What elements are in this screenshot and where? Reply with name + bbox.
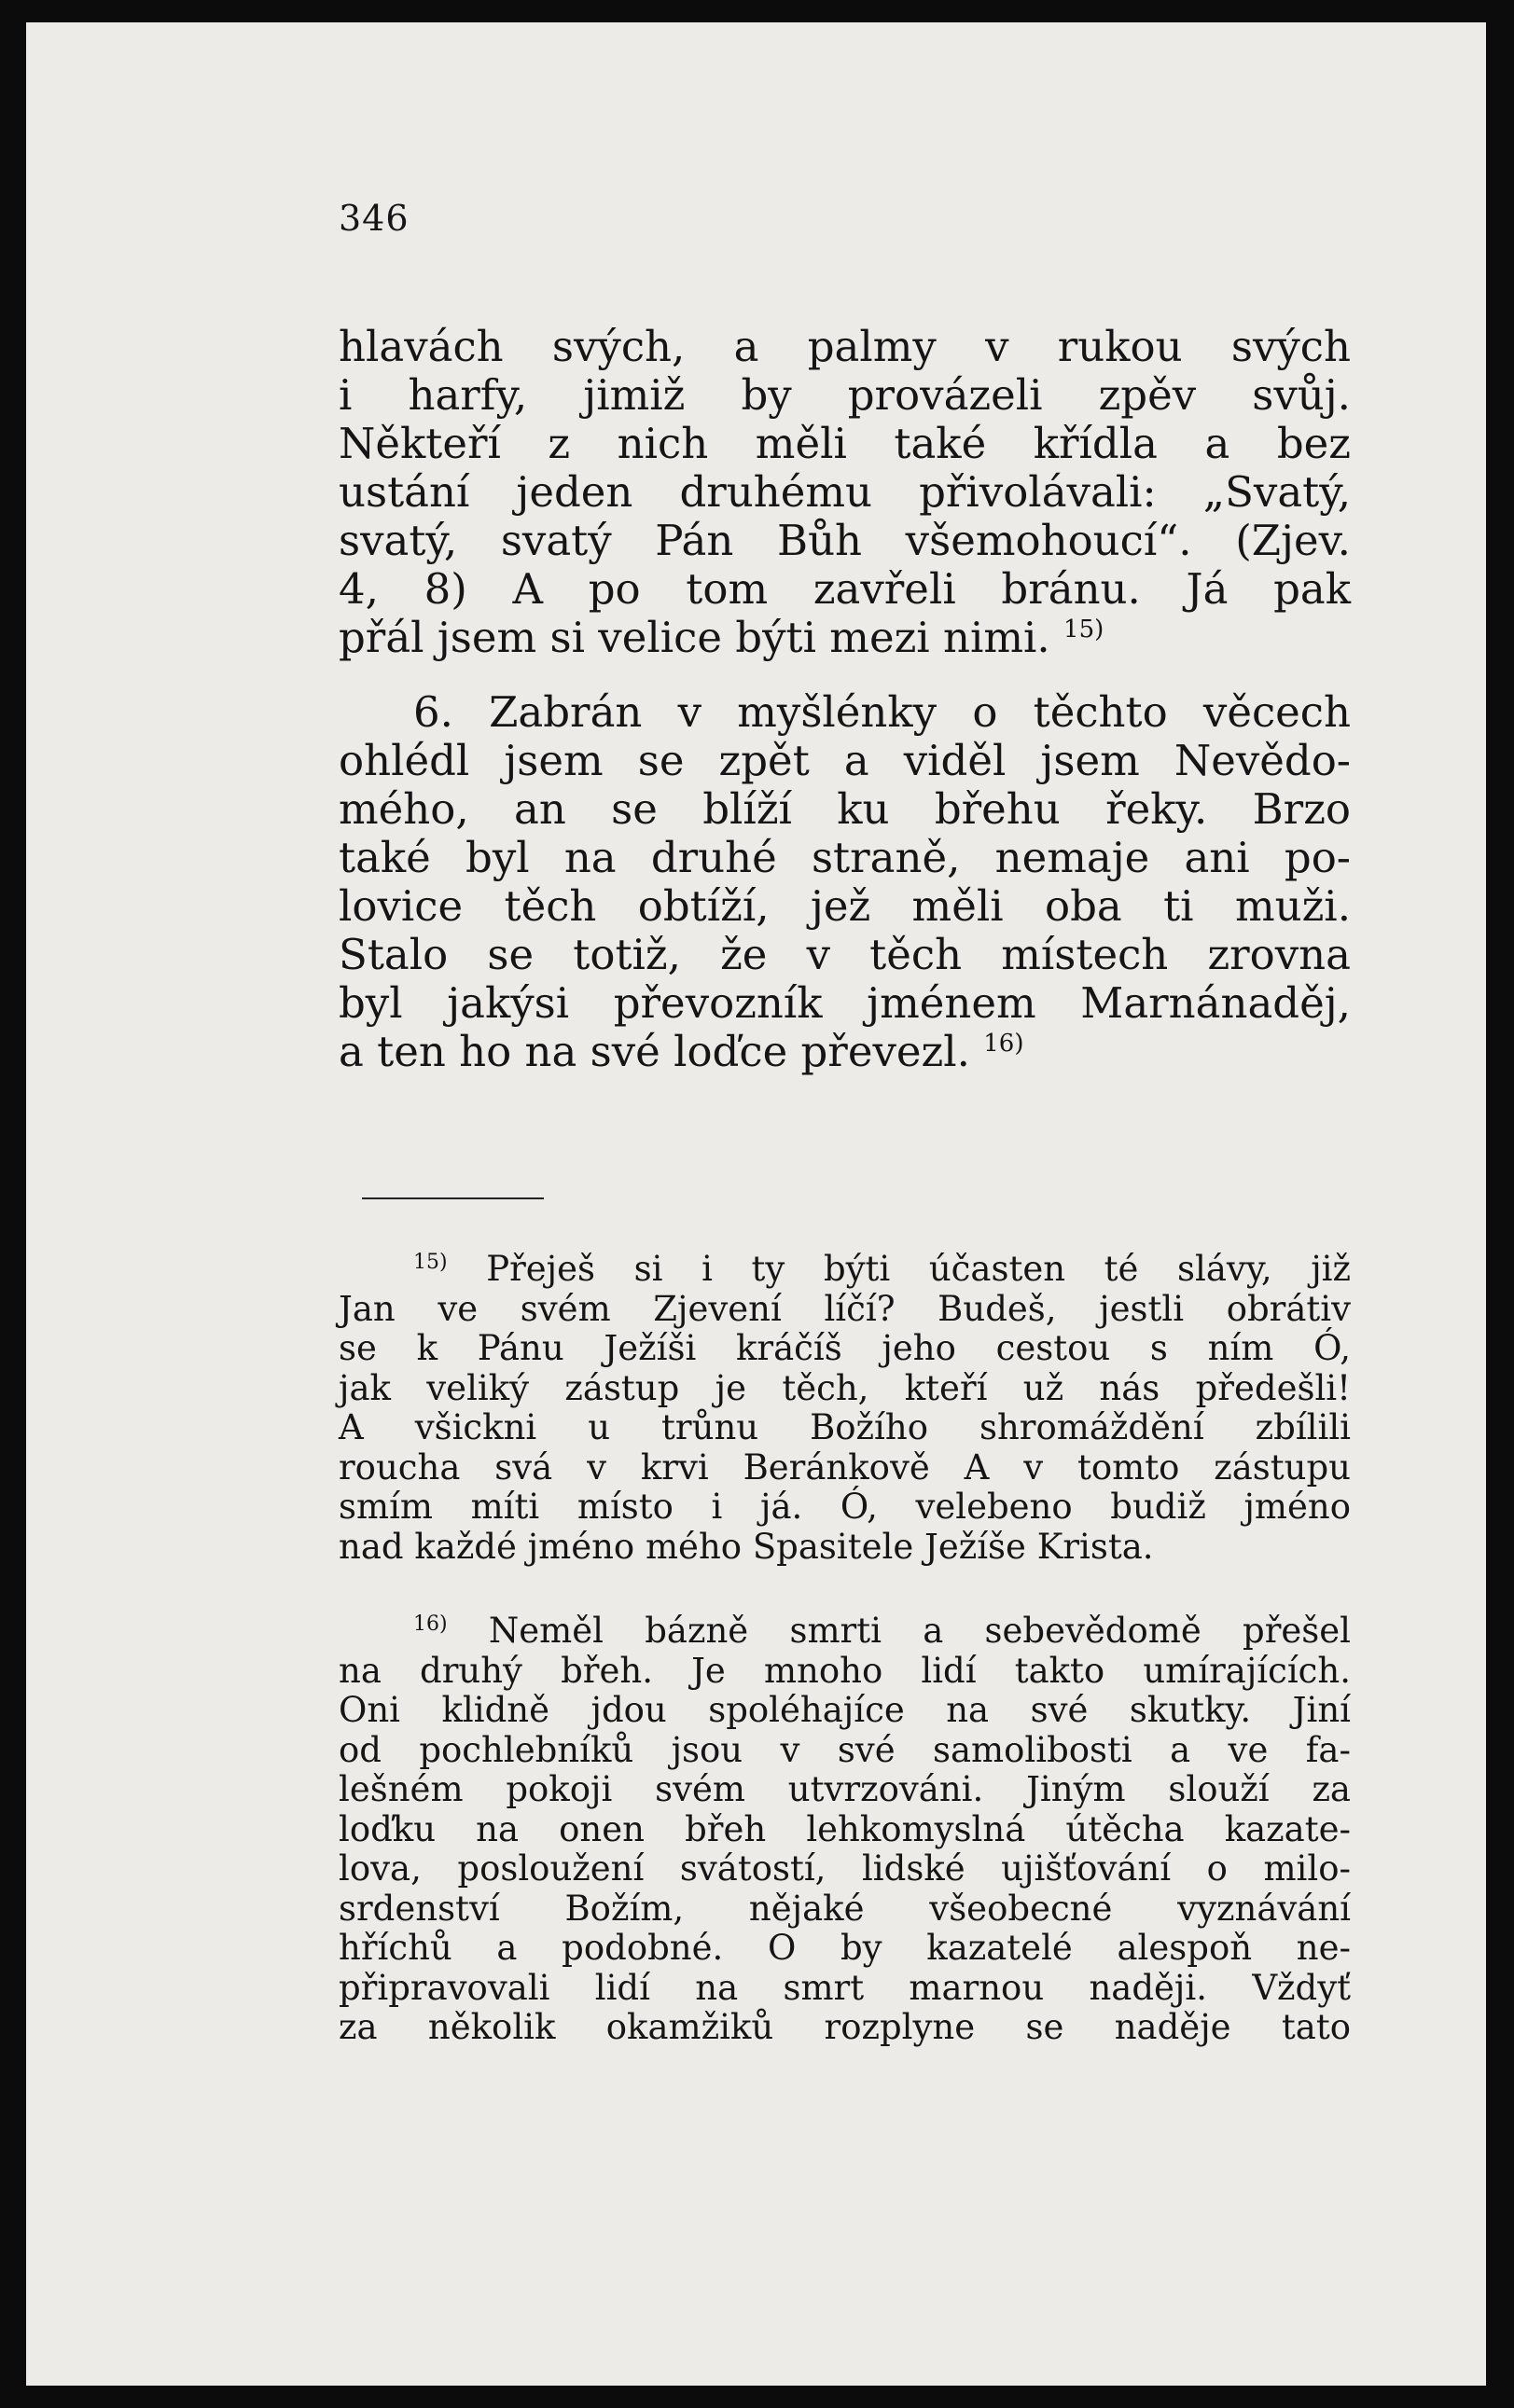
text-line-last (339, 1028, 1351, 1076)
page-number: 346 (339, 198, 410, 239)
paragraph-gap (339, 662, 1351, 688)
footnote-line: A všickni u trůnu Božího shromáždění zbílili (339, 1407, 1351, 1447)
footnotes (339, 1250, 1351, 2048)
text-line: byl jakýsi převozník jménem Marnánaděj, (339, 978, 1351, 1028)
text-line: Stalo se totiž, že v těch místech zrovna (339, 930, 1351, 979)
footnote-line-content: Neměl bázně smrti a sebevědomě přešel (488, 1611, 1351, 1651)
text-line-content: přál jsem si velice býti mezi nimi. (339, 613, 1050, 662)
text-line: lovice těch obtíží, jež měli oba ti muži. (339, 881, 1351, 931)
footnote-line (339, 1250, 1351, 1290)
footnote-reference: 15) (1063, 616, 1104, 644)
footnote-reference: 16) (983, 1030, 1024, 1058)
main-text (339, 323, 1351, 1076)
text-line: mého, an se blíží ku břehu řeky. Brzo (339, 784, 1351, 834)
footnote-line: lova, posloužení svátostí, lidské ujišťování o milo- (339, 1848, 1351, 1889)
footnote-line: se k Pánu Ježíši kráčíš jeho cestou s ním Ó, (339, 1328, 1351, 1368)
text-line: hlavách svých, a palmy v rukou svých (339, 322, 1351, 371)
text-line: 6. Zabrán v myšlénky o těchto věcech (413, 687, 1351, 737)
footnote-line: připravovali lidí na smrt marnou naději. Vždyť (339, 1967, 1351, 2008)
footnote-gap (339, 1567, 1351, 1612)
footnote-line: Oni klidně jdou spoléhajíce na své skutky. Jiní (339, 1690, 1351, 1730)
text-line: ohlédl jsem se zpět a viděl jsem Nevědo- (339, 736, 1351, 785)
footnote-line-content: Přeješ si i ty býti účasten té slávy, již (486, 1249, 1351, 1289)
footnote-line: za několik okamžiků rozplyne se naděje tato (339, 2007, 1351, 2047)
text-line: 4, 8) A po tom zavřeli bránu. Já pak (339, 564, 1351, 614)
footnote-line: smím míti místo i já. Ó, velebeno budiž jméno (339, 1487, 1351, 1527)
paragraph-1 (339, 323, 1351, 662)
footnote-15 (339, 1250, 1351, 1567)
footnote-line: lešném pokoji svém utvrzováni. Jiným slouží za (339, 1769, 1351, 1809)
footnote-line: loďku na onen břeh lehkomyslná útěcha kazate- (339, 1808, 1351, 1849)
paragraph-2 (339, 688, 1351, 1076)
footnote-line: srdenství Božím, nějaké všeobecné vyznávání (339, 1888, 1351, 1929)
footnote-marker: 16) (413, 1612, 448, 1636)
text-line: také byl na druhé straně, nemaje ani po- (339, 833, 1351, 882)
book-page (26, 22, 1486, 2386)
footnote-line (339, 1612, 1351, 1652)
footnote-line: nad každé jméno mého Spasitele Ježíše Krista. (339, 1526, 1154, 1567)
footnote-line: roucha svá v krvi Beránkově A v tomto zástupu (339, 1446, 1351, 1488)
text-line: ustání jeden druhému přivolávali: „Svatý, (339, 467, 1351, 517)
footnote-line: hříchů a podobné. O by kazatelé alespoň ne- (339, 1928, 1351, 1968)
footnote-marker: 15) (413, 1251, 448, 1274)
footnote-line: na druhý břeh. Je mnoho lidí takto umírajících. (339, 1650, 1351, 1691)
text-line: Někteří z nich měli také křídla a bez (339, 419, 1351, 468)
footnote-separator (362, 1197, 544, 1199)
text-line-last (339, 614, 1351, 662)
text-line: svatý, svatý Pán Bůh všemohoucí“. (Zjev. (339, 516, 1351, 565)
footnote-16 (339, 1612, 1351, 2048)
footnote-line: od pochlebníků jsou v své samolibosti a ve fa- (339, 1729, 1351, 1770)
text-line: i harfy, jimiž by provázeli zpěv svůj. (339, 370, 1351, 420)
footnote-line: Jan ve svém Zjevení líčí? Budeš, jestli obrátiv (339, 1288, 1351, 1329)
text-line-content: a ten ho na své loďce převezl. (339, 1027, 970, 1076)
footnote-line: jak veliký zástup je těch, kteří už nás předešli! (339, 1367, 1351, 1408)
